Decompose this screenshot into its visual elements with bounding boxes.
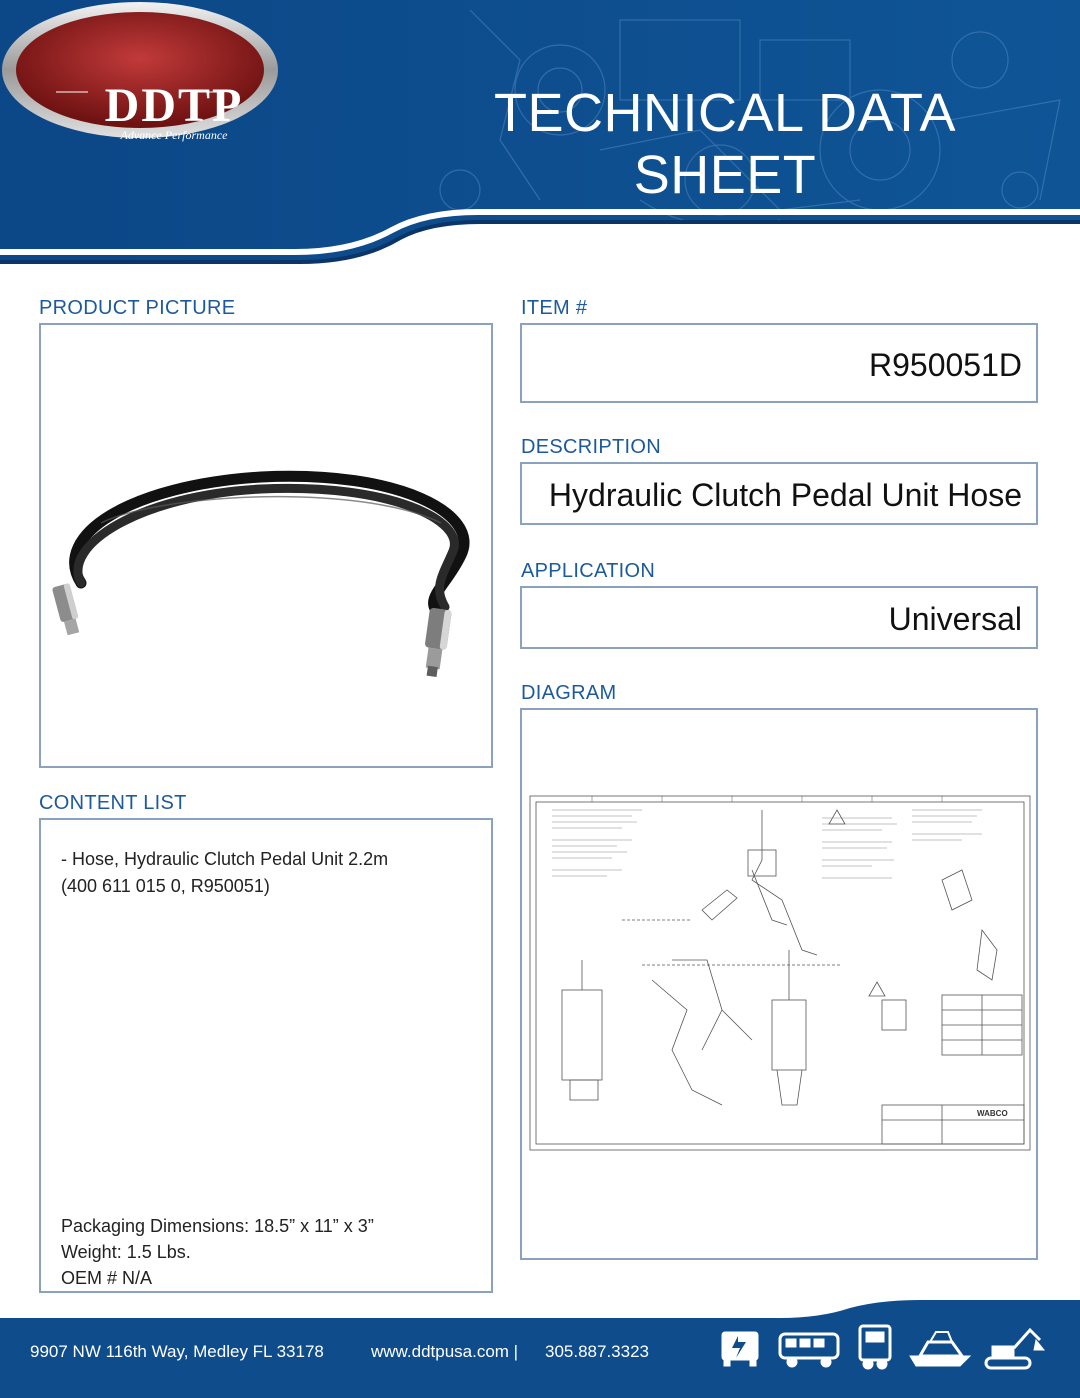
content-line-1: - Hose, Hydraulic Clutch Pedal Unit 2.2m [61, 849, 389, 869]
page-title: TECHNICAL DATA SHEET [493, 83, 957, 205]
application-value: Universal [888, 601, 1022, 637]
footer-website[interactable]: www.ddtpusa.com | [371, 1342, 519, 1361]
diagram-box [520, 708, 1038, 1260]
technical-drawing [522, 710, 1036, 1258]
description-value: Hydraulic Clutch Pedal Unit Hose [548, 477, 1022, 513]
weight: Weight: 1.5 Lbs. [61, 1242, 191, 1262]
footer-icons [716, 1318, 1046, 1378]
application-box [520, 586, 1038, 649]
content-list-box [39, 818, 493, 1293]
product-picture-label: PRODUCT PICTURE [39, 297, 236, 319]
logo-text: DDTP [104, 79, 244, 132]
yacht-icon [910, 1332, 970, 1366]
diagram-brand: WABCO [977, 1109, 1008, 1118]
description-box [520, 462, 1038, 525]
item-number-value: R950051D [869, 347, 1022, 383]
packaging-dimensions: Packaging Dimensions: 18.5” x 11” x 3” [61, 1216, 374, 1236]
generator-icon [722, 1332, 758, 1366]
hose-image [41, 325, 491, 766]
oem-number: OEM # N/A [61, 1268, 153, 1288]
footer-address: 9907 NW 116th Way, Medley FL 33178 [30, 1342, 324, 1361]
item-number-box [520, 323, 1038, 403]
truck-icon [860, 1326, 890, 1369]
diagram-label: DIAGRAM [521, 682, 617, 704]
product-picture-box [39, 323, 493, 768]
footer-phone[interactable]: 305.887.3323 [545, 1342, 649, 1361]
content-list-label: CONTENT LIST [39, 792, 187, 814]
description-label: DESCRIPTION [521, 436, 661, 458]
excavator-icon [986, 1330, 1044, 1368]
application-label: APPLICATION [521, 560, 656, 582]
header-banner [0, 0, 1080, 290]
content-line-2: (400 611 015 0, R950051) [61, 876, 270, 896]
logo-tagline: Advance Performance [120, 128, 228, 142]
item-number-label: ITEM # [521, 297, 588, 319]
bus-icon [780, 1334, 838, 1367]
